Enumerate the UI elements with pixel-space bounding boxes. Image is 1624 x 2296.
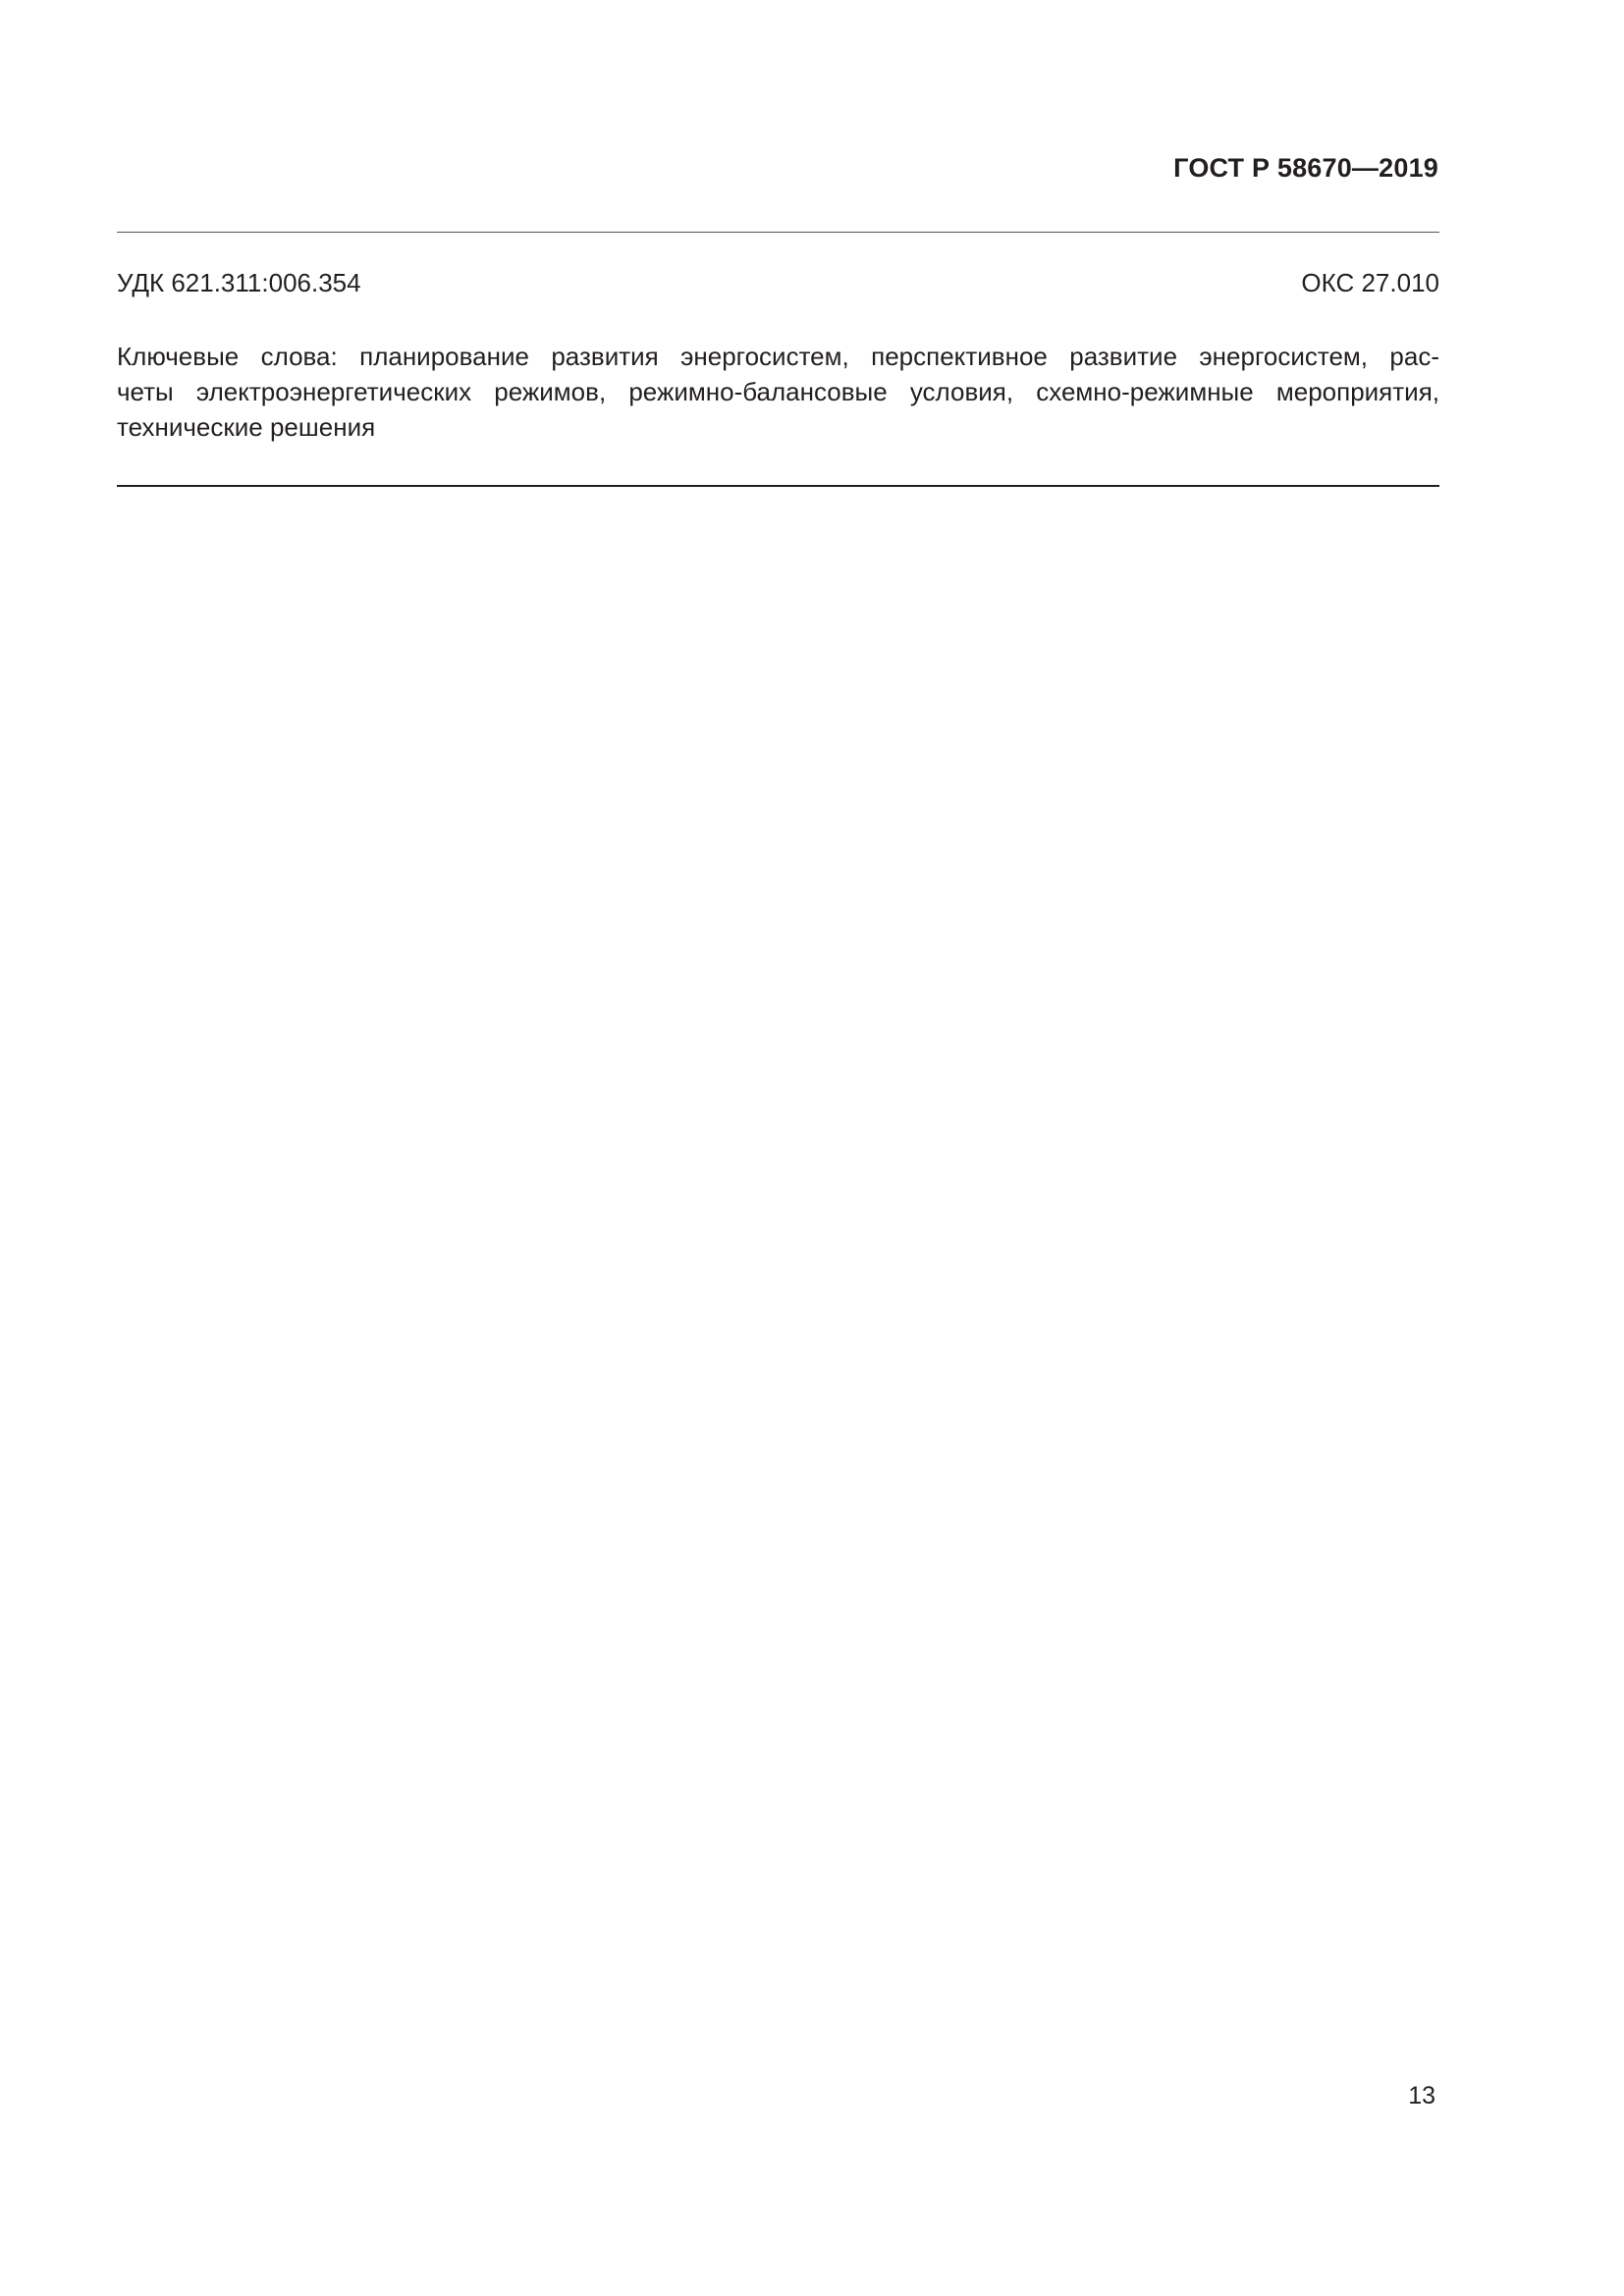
header-divider — [117, 232, 1439, 233]
oks-code: ОКС 27.010 — [1301, 268, 1439, 297]
keywords-line: четы электроэнергетических режимов, режимно-балансовые условия, схемно-режимные мероприятия, — [117, 377, 1439, 406]
keywords-line: технические решения — [117, 412, 376, 442]
page-number: 13 — [1408, 2082, 1435, 2109]
keywords-paragraph — [117, 339, 1439, 445]
standard-code-header: ГОСТ Р 58670—2019 — [1173, 153, 1438, 183]
keywords-line: Ключевые слова: планирование развития энергосистем, перспективное развитие энергосистем, рас- — [117, 342, 1439, 371]
keywords-divider — [117, 485, 1439, 487]
classification-row — [117, 265, 1439, 300]
udk-code: УДК 621.311:006.354 — [117, 268, 361, 297]
